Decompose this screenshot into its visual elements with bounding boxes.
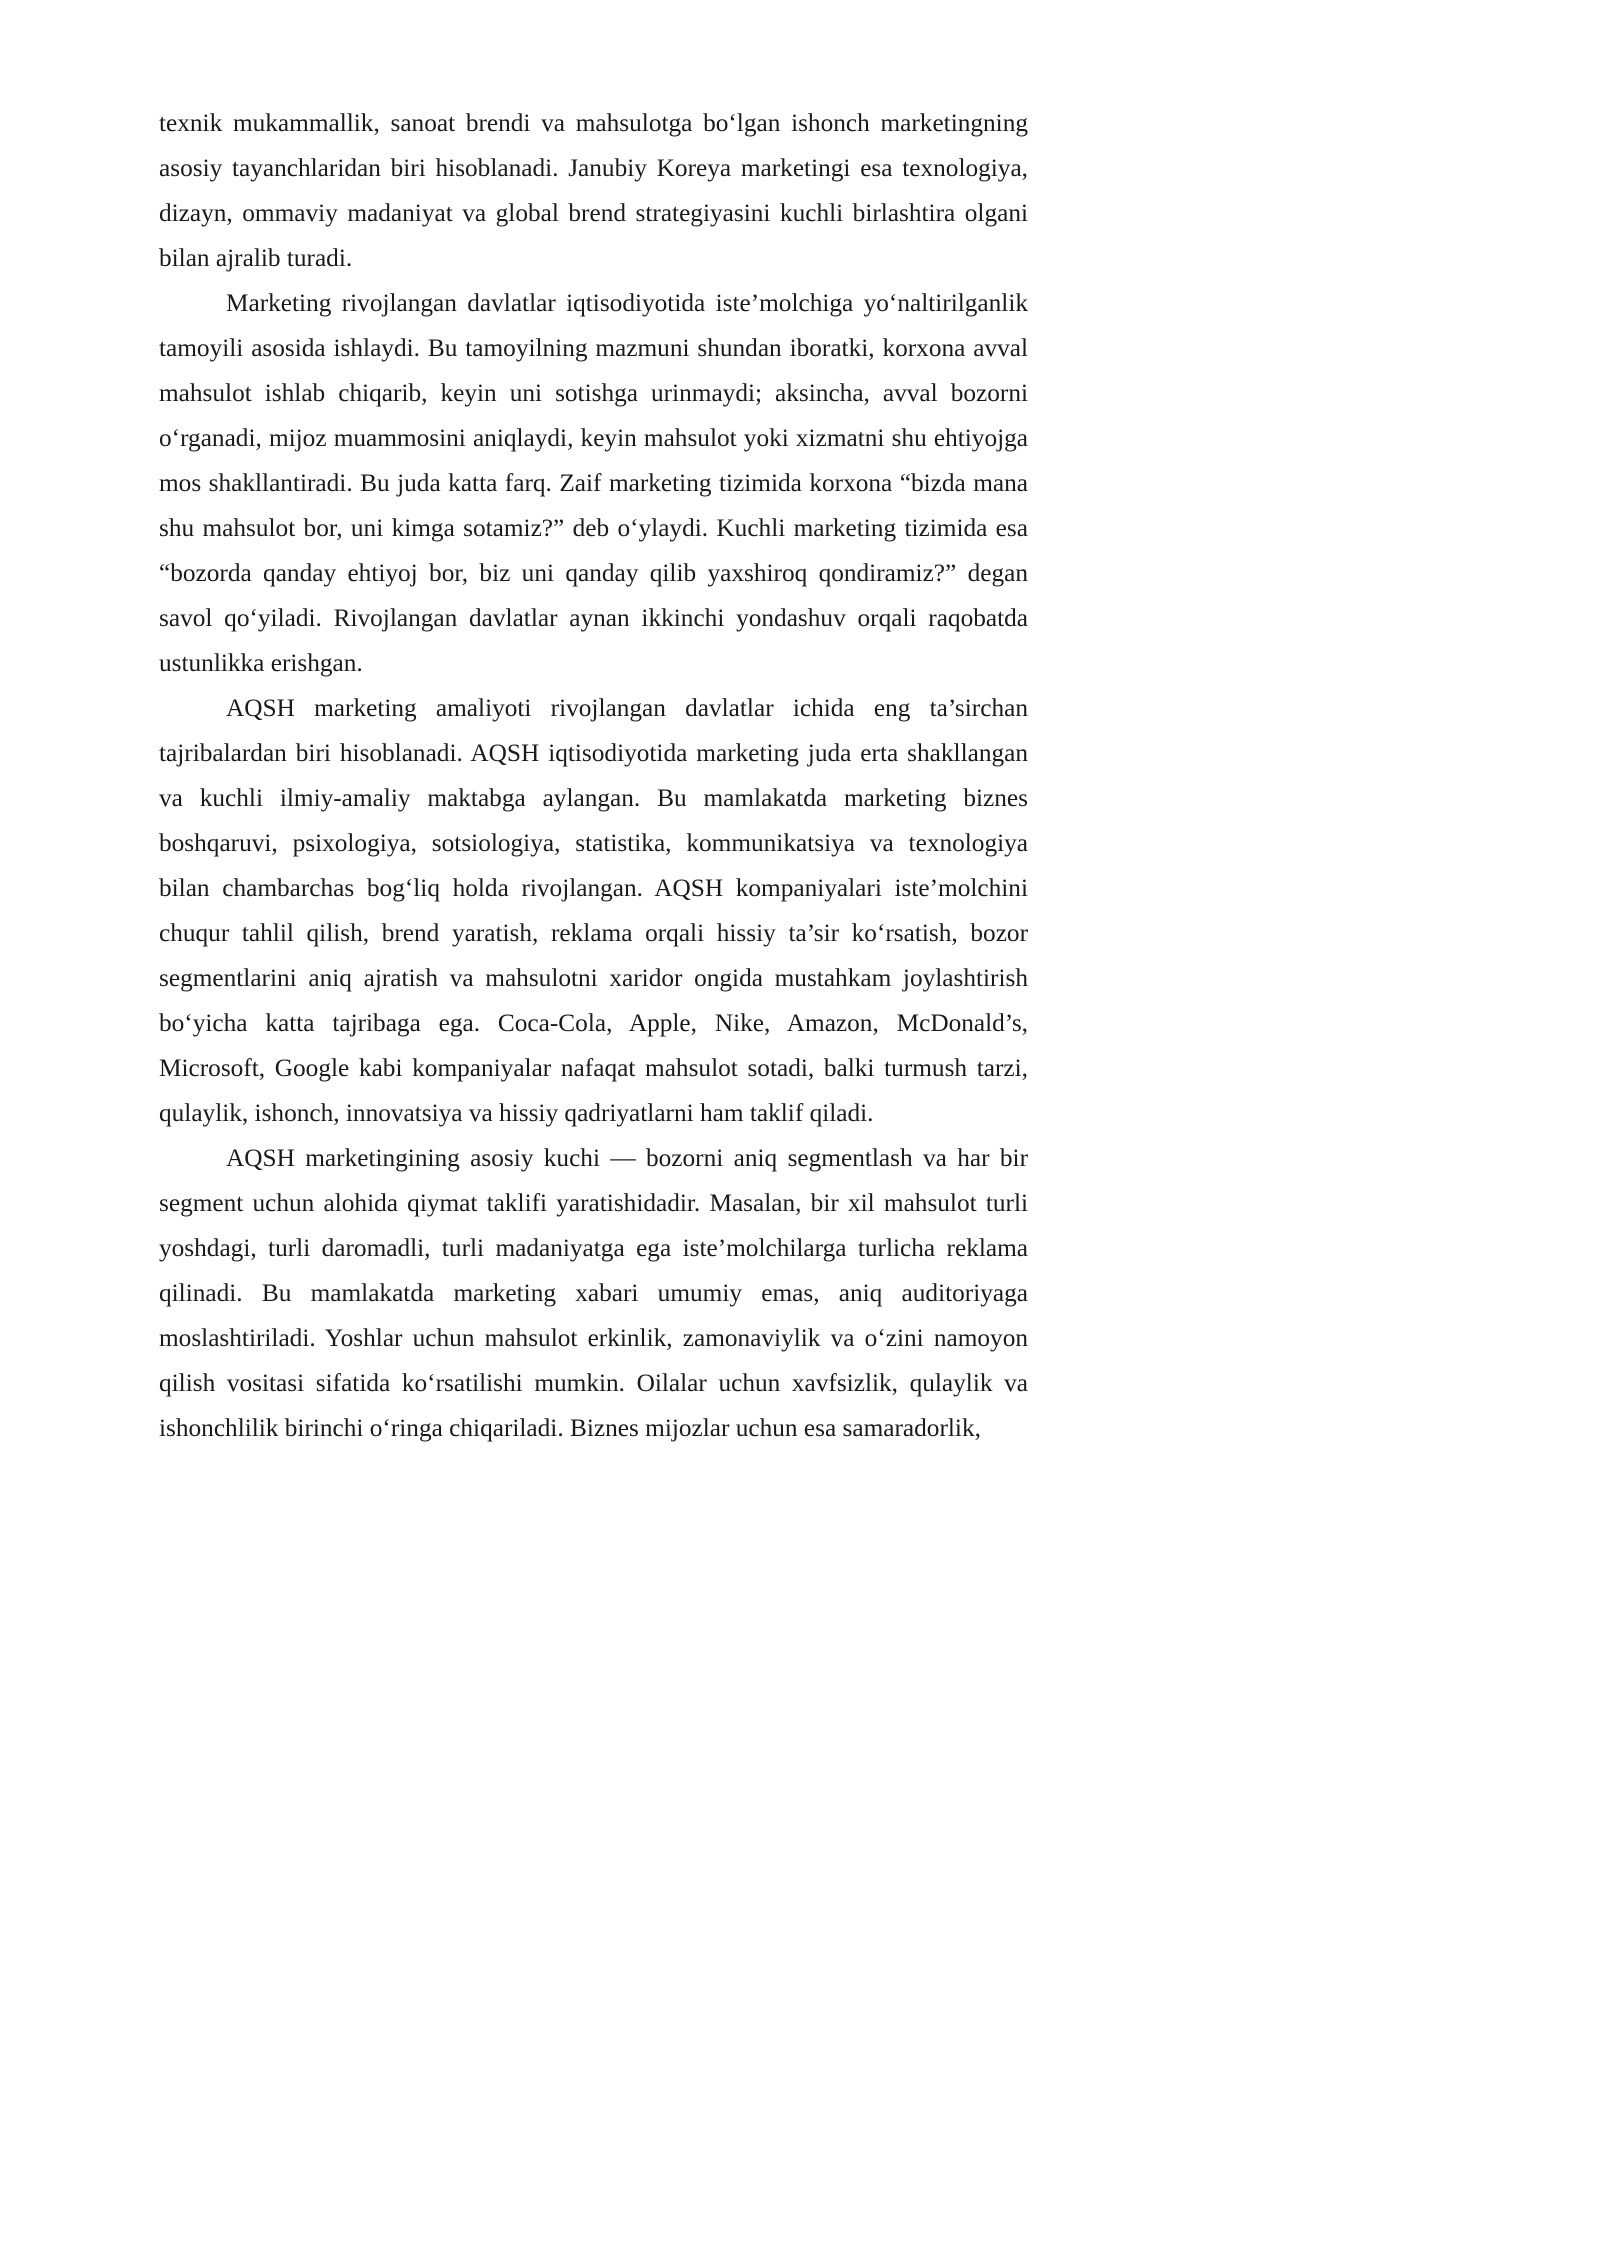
paragraph-usa-marketing-practice: AQSH marketing amaliyoti rivojlangan davlatlar ichida eng ta’sirchan tajribalardan biri hisoblanadi. AQSH iqtisodiyotida marketing juda erta shakllangan va kuchli ilmiy-amaliy maktabga aylangan. Bu mamlakatda marketing biznes boshqaruvi, psixologiya, sotsiologiya, statistika, kommunikatsiya va texnologiya bilan chambarchas bog‘liq holda rivojlangan. AQSH kompaniyalari iste’molchini chuqur tahlil qilish, brend yaratish, reklama orqali hissiy ta’sir ko‘rsatish, bozor segmentlarini aniq ajratish va mahsulotni xaridor ongida mustahkam joylashtirish bo‘yicha katta tajribaga ega. Coca-Cola, Apple, Nike, Amazon, McDonald’s, Microsoft, Google kabi kompaniyalar nafaqat mahsulot sotadi, balki turmush tarzi, qulaylik, ishonch, innovatsiya va hissiy qadriyatlarni ham taklif qiladi. [159,694,1028,1127]
paragraph-consumer-orientation: Marketing rivojlangan davlatlar iqtisodiyotida iste’molchiga yo‘naltirilganlik tamoyili asosida ishlaydi. Bu tamoyilning mazmuni shundan iboratki, korxona avval mahsulot ishlab chiqarib, keyin uni sotishga urinmaydi; aksincha, avval bozorni o‘rganadi, mijoz muammosini aniqlaydi, keyin mahsulot yoki xizmatni shu ehtiyojga mos shakllantiradi. Bu juda katta farq. Zaif marketing tizimida korxona “bizda mana shu mahsulot bor, uni kimga sotamiz?” deb o‘ylaydi. Kuchli marketing tizimida esa “bozorda qanday ehtiyoj bor, biz uni qanday qilib yaxshiroq qondiramiz?” degan savol qo‘yiladi. Rivojlangan davlatlar aynan ikkinchi yondashuv orqali raqobatda ustunlikka erishgan. [159,289,1028,677]
paragraph-continuation: texnik mukammallik, sanoat brendi va mahsulotga bo‘lgan ishonch marketingning asosiy tayanchlaridan biri hisoblanadi. Janubiy Koreya marketingi esa texnologiya, dizayn, ommaviy madaniyat va global brend strategiyasini kuchli birlashtira olgani bilan ajralib turadi. [159,109,1028,272]
document-page [0,0,1100,1557]
document-body [159,101,1028,1451]
paragraph-usa-segmentation: AQSH marketingining asosiy kuchi — bozorni aniq segmentlash va har bir segment uchun alohida qiymat taklifi yaratishidadir. Masalan, bir xil mahsulot turli yoshdagi, turli daromadli, turli madaniyatga ega iste’molchilarga turlicha reklama qilinadi. Bu mamlakatda marketing xabari umumiy emas, aniq auditoriyaga moslashtiriladi. Yoshlar uchun mahsulot erkinlik, zamonaviylik va o‘zini namoyon qilish vositasi sifatida ko‘rsatilishi mumkin. Oilalar uchun xavfsizlik, qulaylik va ishonchlilik birinchi o‘ringa chiqariladi. Biznes mijozlar uchun esa samaradorlik, [159,1144,1028,1442]
